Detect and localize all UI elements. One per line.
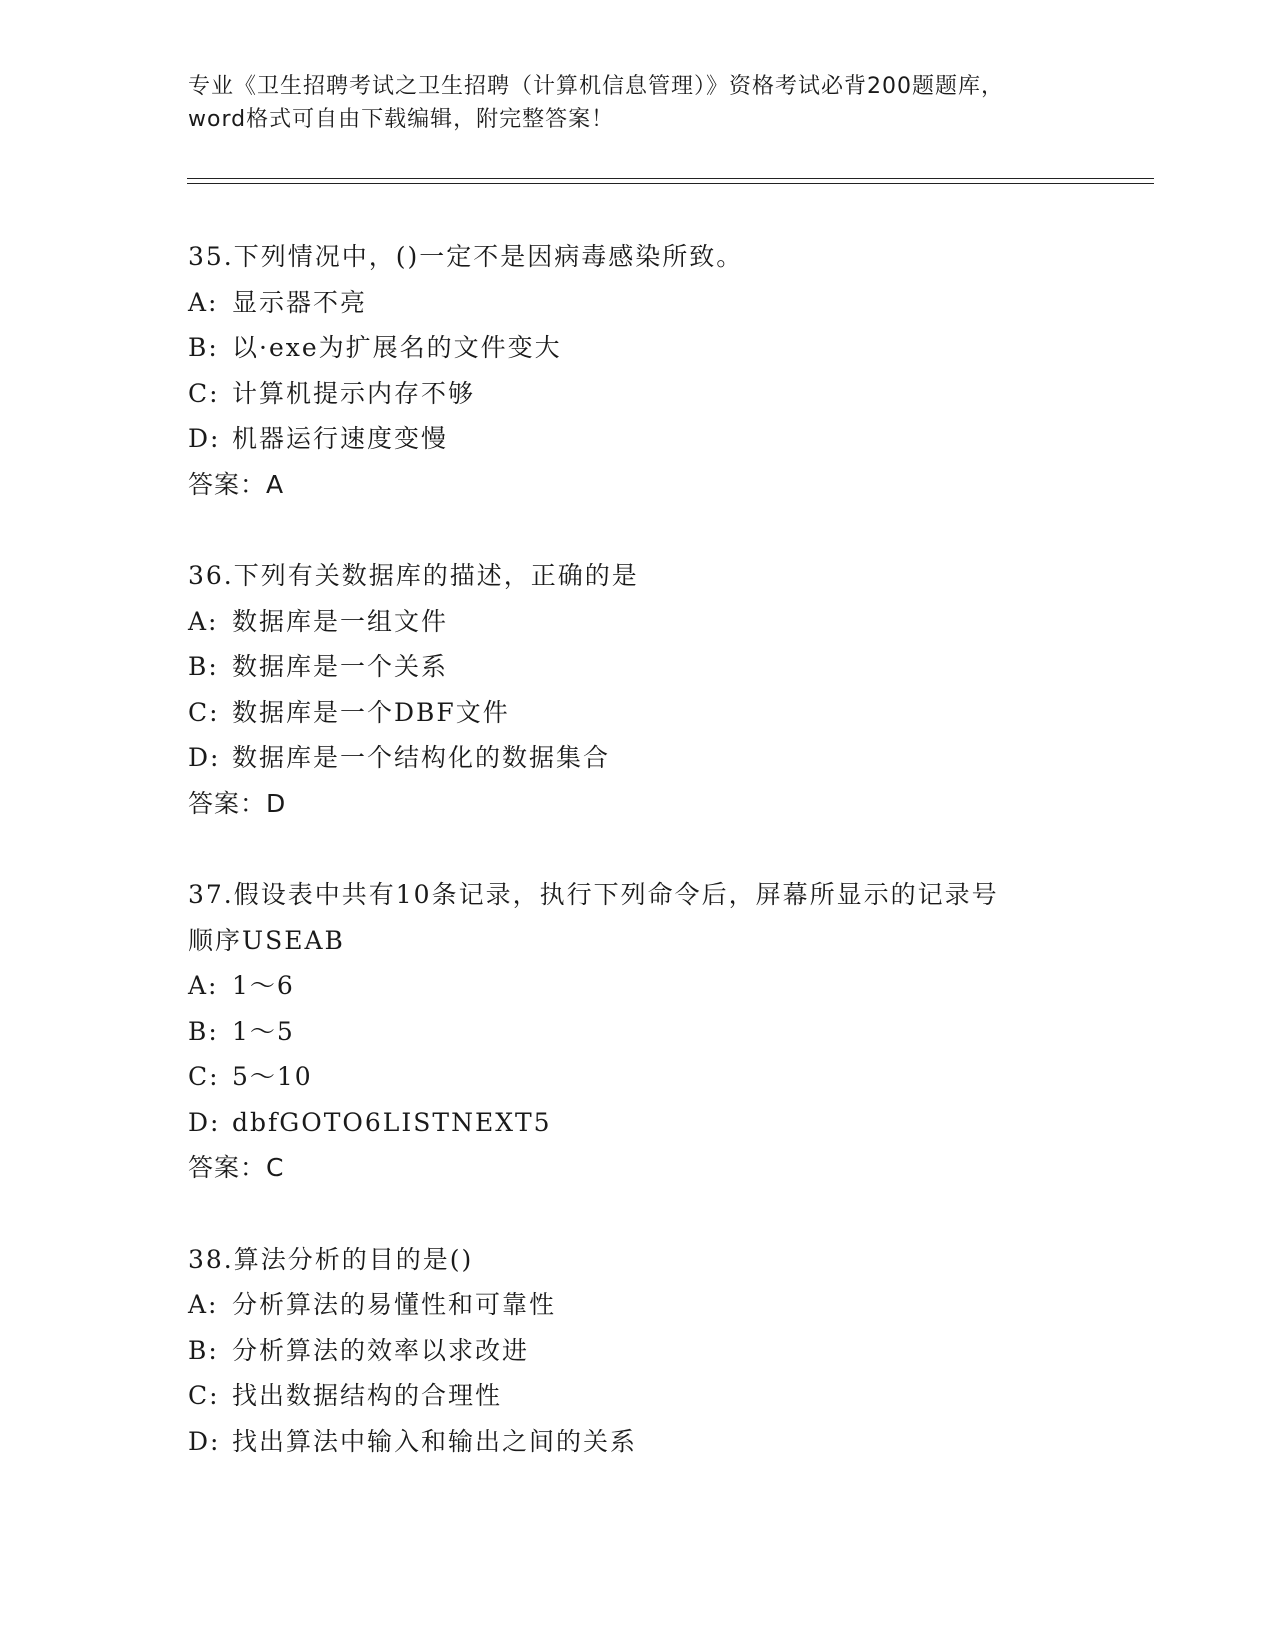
option-c bbox=[188, 1054, 1088, 1100]
option-letter: C: bbox=[188, 1381, 220, 1410]
option-text: 显示器不亮 bbox=[232, 287, 368, 317]
option-letter: C: bbox=[188, 697, 220, 727]
answer-line: 答案：D bbox=[188, 788, 287, 818]
option-d bbox=[188, 1100, 1088, 1146]
option-letter: A: bbox=[188, 1290, 219, 1319]
answer-line: 答案：C bbox=[188, 1153, 285, 1182]
option-text: 1～5 bbox=[232, 1016, 295, 1046]
option-b bbox=[188, 1328, 1088, 1374]
option-a bbox=[188, 1282, 1088, 1328]
option-d bbox=[188, 416, 1088, 462]
option-a bbox=[188, 599, 1088, 645]
option-letter: D: bbox=[188, 424, 221, 453]
option-text: 计算机提示内存不够 bbox=[232, 378, 476, 408]
option-text: 找出数据结构的合理性 bbox=[232, 1381, 503, 1410]
question-list bbox=[188, 234, 1088, 1510]
question-stem: 35.下列情况中，()一定不是因病毒感染所致。 bbox=[188, 242, 744, 271]
option-c bbox=[188, 690, 1088, 736]
question-37 bbox=[188, 872, 1088, 1191]
option-text: 分析算法的易懂性和可靠性 bbox=[232, 1290, 557, 1319]
option-text: 数据库是一个结构化的数据集合 bbox=[232, 743, 611, 772]
option-b bbox=[188, 1009, 1088, 1055]
question-stem: 38.算法分析的目的是() bbox=[188, 1244, 474, 1274]
header-divider-top bbox=[187, 178, 1154, 179]
option-letter: B: bbox=[188, 333, 219, 362]
option-letter: A: bbox=[188, 287, 219, 317]
option-letter: B: bbox=[188, 1016, 219, 1046]
option-letter: A: bbox=[188, 606, 219, 636]
option-text: 1～6 bbox=[232, 971, 295, 1000]
question-38 bbox=[188, 1237, 1088, 1465]
question-stem-continued: 顺序USEAB bbox=[188, 925, 345, 955]
option-letter: B: bbox=[188, 652, 219, 681]
option-text: dbfGOTO6LISTNEXT5 bbox=[232, 1107, 552, 1137]
option-a bbox=[188, 280, 1088, 326]
option-text: 数据库是一个DBF文件 bbox=[232, 697, 510, 727]
option-b bbox=[188, 644, 1088, 690]
header-divider-bottom bbox=[187, 183, 1154, 184]
option-a bbox=[188, 963, 1088, 1009]
question-35 bbox=[188, 234, 1088, 507]
header-line-2: word格式可自由下载编辑，附完整答案！ bbox=[188, 107, 615, 132]
option-b bbox=[188, 325, 1088, 371]
option-letter: D: bbox=[188, 743, 221, 772]
option-d bbox=[188, 735, 1088, 781]
question-36 bbox=[188, 553, 1088, 826]
option-letter: A: bbox=[188, 971, 219, 1000]
option-letter: D: bbox=[188, 1107, 221, 1137]
option-text: 机器运行速度变慢 bbox=[232, 424, 449, 453]
option-d bbox=[188, 1419, 1088, 1465]
question-stem: 36.下列有关数据库的描述，正确的是 bbox=[188, 561, 639, 590]
header-line-1: 专业《卫生招聘考试之卫生招聘（计算机信息管理）》资格考试必背200题题库， bbox=[188, 74, 1004, 99]
option-text: 以·exe为扩展名的文件变大 bbox=[232, 333, 562, 362]
question-stem: 37.假设表中共有10条记录，执行下列命令后，屏幕所显示的记录号 bbox=[188, 880, 999, 909]
option-text: 5～10 bbox=[232, 1062, 313, 1091]
document-header bbox=[188, 70, 1088, 136]
answer-line: 答案：A bbox=[188, 469, 285, 499]
option-c bbox=[188, 371, 1088, 417]
option-letter: B: bbox=[188, 1335, 219, 1365]
option-letter: D: bbox=[188, 1426, 221, 1456]
option-c bbox=[188, 1373, 1088, 1419]
option-text: 数据库是一个关系 bbox=[232, 652, 449, 681]
option-letter: C: bbox=[188, 1062, 220, 1091]
option-text: 分析算法的效率以求改进 bbox=[232, 1335, 530, 1365]
option-letter: C: bbox=[188, 378, 220, 408]
option-text: 数据库是一组文件 bbox=[232, 606, 449, 636]
option-text: 找出算法中输入和输出之间的关系 bbox=[232, 1426, 638, 1456]
